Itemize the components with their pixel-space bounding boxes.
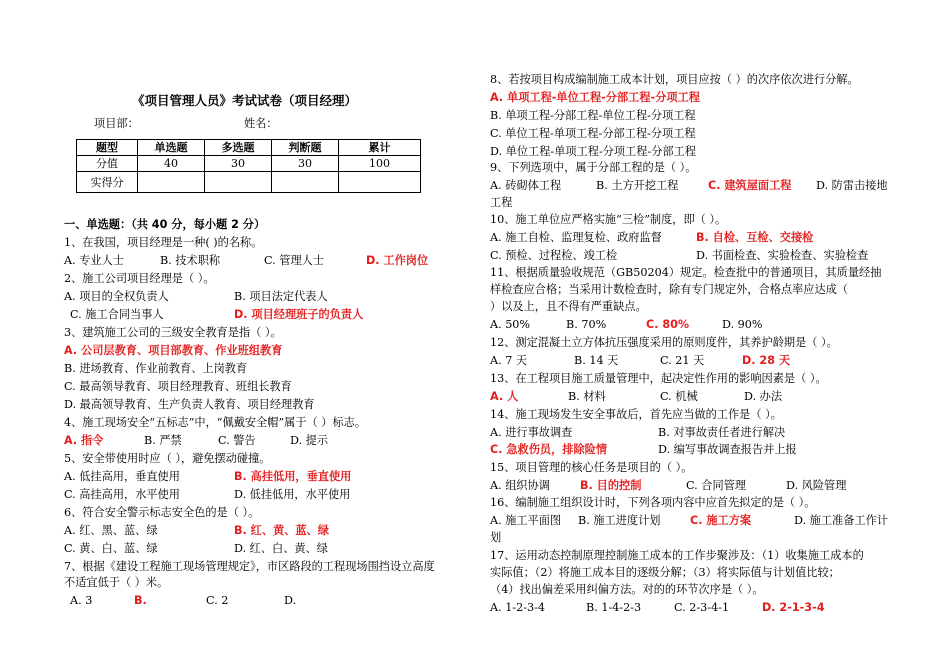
question-11: 11、根据质量验收规范（GB50204）规定。检查批中的普通项目，其质量经抽 [490,266,882,279]
option-answer: C. 建筑屋面工程 [708,179,792,192]
option: A. 项目的全权负责人 [64,290,169,303]
option: A. 进行事故调查 [490,426,573,439]
option-answer: A. 人 [490,390,519,403]
question-9: 9、下列选项中，属于分部工程的是（ ）。 [490,161,697,174]
option-answer: B. 自检、互检、交接检 [696,231,814,244]
score-header-cell: 多选题 [205,140,272,156]
option-answer: D. 工作岗位 [366,254,429,267]
option-answer: C. 急救伤员，排除险情 [490,443,608,456]
option: C. 黄、白、蓝、绿 [64,542,158,555]
score-header-cell: 题型 [77,140,138,156]
option: B. 项目法定代表人 [234,290,328,303]
option-cont: 工程 [490,196,513,209]
score-cell: 100 [339,156,421,172]
option: C. 2 [206,594,229,607]
option-answer: B. 目的控制 [580,479,642,492]
option: B. 对事故责任者进行解决 [658,426,786,439]
option: A. 组织协调 [490,479,550,492]
question-17-cont: 实际值；（2）将施工成本目的逐级分解；（3）将实际值与计划值比较； [490,566,840,579]
option: A. 7 天 [490,354,528,367]
question-2: 2、施工公司项目经理是（ ）。 [64,272,215,285]
score-cell: 分值 [77,156,138,172]
option: B. 严禁 [144,434,182,447]
option: D. 提示 [290,434,329,447]
option-answer: A. 单项工程-单位工程-分部工程-分项工程 [490,91,700,104]
score-cell: 40 [138,156,205,172]
name-label: 姓名： [244,117,278,130]
option: D. 低挂低用，水平使用 [234,488,351,501]
question-3: 3、建筑施工公司的三级安全教育是指（ ）。 [64,326,282,339]
option: B. 材料 [568,390,606,403]
option: B. 单项工程-分部工程-单位工程-分项工程 [490,109,696,122]
question-11-cont: 样检查应合格；当采用计数检查时，除有专门规定外，合格点率应达成（ [490,283,849,296]
option-answer: D. 2-1-3-4 [762,601,825,614]
option: A. 50% [490,318,531,331]
question-12: 12、测定混凝土立方体抗压强度采用的原则度件，其养护龄期是（ ）。 [490,336,838,349]
option-answer: A. 指令 [64,434,104,447]
option: D. 书面检查、实验检查、实验检查 [696,249,869,262]
option-answer: B. 高挂低用，垂直使用 [234,470,352,483]
question-7: 7、根据《建设工程施工现场管理规定》，市区路段的工程现场围挡设立高度 [64,560,435,573]
question-17-cont: （4）找出偏差采用纠偏方法。对的的环节次序是（ ）。 [490,583,764,596]
option: D. 施工准备工作计 [794,514,888,527]
score-header-cell: 单选题 [138,140,205,156]
option: D. [284,594,297,607]
option: C. 最高领导教育、项目经理教育、班组长教育 [64,380,292,393]
score-input-cell[interactable] [138,172,205,193]
question-4: 4、施工现场安全“五标志”中，“佩戴安全帽”属于（ ）标志。 [64,416,367,429]
question-7-cont: 不适宜低于（ ）米。 [64,576,169,589]
question-5: 5、安全带使用时应（ ），避免摆动碰撞。 [64,452,271,465]
option: C. 21 天 [660,354,705,367]
section-heading: 一、单选题：（共 40 分，每小题 2 分） [64,218,266,231]
question-8: 8、若按项目构成编制施工成本计划，项目应按（ ）的次序依次进行分解。 [490,73,859,86]
question-14: 14、施工现场发生安全事故后，首先应当做的工作是（ ）。 [490,408,782,421]
exam-title: 《项目管理人员》考试试卷（项目经理） [132,93,358,108]
score-cell: 30 [272,156,339,172]
question-15: 15、项目管理的核心任务是项目的（ ）。 [490,461,693,474]
option-answer: D. 28 天 [742,354,791,367]
question-16: 16、编制施工组织设计时，下列各项内容中应首先拟定的是（ ）。 [490,496,816,509]
option: D. 90% [722,318,763,331]
score-header-cell: 判断题 [272,140,339,156]
score-header-cell: 累计 [339,140,421,156]
option-answer: C. 80% [646,318,690,331]
option: D. 风险管理 [786,479,847,492]
option: C. 施工合同当事人 [70,308,164,321]
dept-label: 项目部： [94,117,139,130]
option: D. 防雷击接地 [816,179,888,192]
option: A. 1-2-3-4 [490,601,546,614]
option: A. 低挂高用，垂直使用 [64,470,180,483]
option: A. 施工平面图 [490,514,562,527]
option-answer: A. 公司层教育、项目部教育、作业班组教育 [64,344,283,357]
question-10: 10、施工单位应严格实施“三检”制度，即（ ）。 [490,213,727,226]
option: D. 编写事故调查报告并上报 [658,443,797,456]
question-13: 13、在工程项目施工质量管理中，起决定性作用的影响因素是（ ）。 [490,372,827,385]
score-input-cell[interactable] [272,172,339,193]
option: C. 警告 [218,434,256,447]
option: C. 2-3-4-1 [674,601,730,614]
option: B. 70% [566,318,607,331]
option: C. 单位工程-单项工程-分部工程-分项工程 [490,127,696,140]
option-answer: D. 项目经理班子的负责人 [234,308,364,321]
question-1: 1、在我国，项目经理是一种( )的名称。 [64,236,263,249]
option: A. 红、黑、蓝、绿 [64,524,158,537]
option: A. 专业人士 [64,254,124,267]
option: C. 合同管理 [686,479,747,492]
option-answer: C. 施工方案 [690,514,752,527]
option: C. 管理人士 [264,254,325,267]
question-11-cont: ）以及上，且不得有严重缺点。 [490,300,647,313]
option: D. 单位工程-单项工程-分项工程-分部工程 [490,145,697,158]
option-answer: B. 红、黄、蓝、绿 [234,524,329,537]
option: A. 3 [70,594,93,607]
option-answer: B. [134,594,147,607]
score-input-cell[interactable] [339,172,421,193]
option: A. 砖砌体工程 [490,179,562,192]
option: B. 进场教育、作业前教育、上岗教育 [64,362,248,375]
score-table [76,139,421,193]
option: A. 施工自检、监理复检、政府监督 [490,231,662,244]
option-cont: 划 [490,531,502,544]
option: D. 办法 [744,390,783,403]
score-input-cell[interactable] [205,172,272,193]
option: B. 技术职称 [160,254,221,267]
option: C. 高挂高用，水平使用 [64,488,180,501]
question-6: 6、符合安全警示标志安全色的是（ ）。 [64,506,260,519]
option: D. 最高领导教育、生产负责人教育、项目经理教育 [64,398,315,411]
option: B. 14 天 [574,354,619,367]
option: B. 土方开挖工程 [596,179,679,192]
option: C. 预检、过程检、竣工检 [490,249,618,262]
option: B. 施工进度计划 [578,514,661,527]
score-cell: 实得分 [77,172,138,193]
option: D. 红、白、黄、绿 [234,542,328,555]
option: C. 机械 [660,390,698,403]
score-cell: 30 [205,156,272,172]
question-17: 17、运用动态控制原理控制施工成本的工作步聚涉及：（1）收集施工成本的 [490,549,864,562]
option: B. 1-4-2-3 [586,601,642,614]
